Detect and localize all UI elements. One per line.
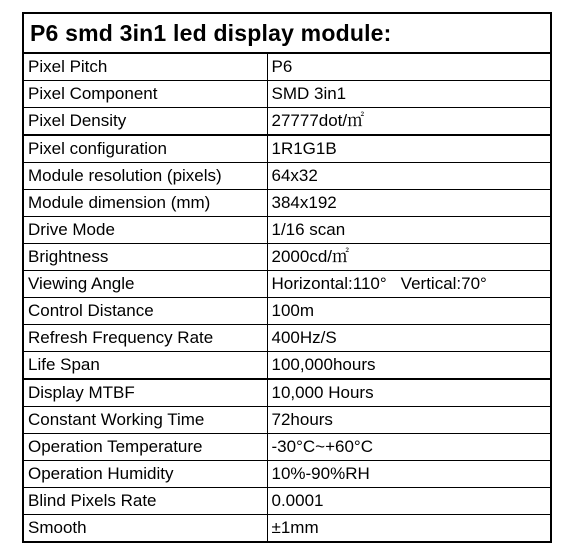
spec-label: Refresh Frequency Rate <box>24 325 267 352</box>
spec-label: Constant Working Time <box>24 407 267 434</box>
spec-label: Viewing Angle <box>24 271 267 298</box>
spec-value: 1/16 scan <box>267 217 550 244</box>
spec-value: 384x192 <box>267 190 550 217</box>
title-row <box>24 14 550 54</box>
table-row <box>24 352 550 380</box>
spec-label: Pixel configuration <box>24 135 267 163</box>
viewing-angle-horizontal: Horizontal:110° <box>271 274 387 293</box>
spec-value: 100,000hours <box>267 352 550 380</box>
spec-value: -30°C~+60°C <box>267 434 550 461</box>
table-row <box>24 108 550 136</box>
spec-label: Operation Humidity <box>24 461 267 488</box>
page-title: P6 smd 3in1 led display module: <box>30 19 392 46</box>
spec-value: 100m <box>267 298 550 325</box>
spec-label: Smooth <box>24 515 267 542</box>
spec-value: 64x32 <box>267 163 550 190</box>
spec-value: 10%-90%RH <box>267 461 550 488</box>
spec-label: Blind Pixels Rate <box>24 488 267 515</box>
table-row <box>24 488 550 515</box>
spec-value: 72hours <box>267 407 550 434</box>
table-row <box>24 379 550 407</box>
viewing-angle-vertical: Vertical:70° <box>400 274 487 293</box>
spec-value: 10,000 Hours <box>267 379 550 407</box>
spec-sheet <box>22 12 552 543</box>
spec-label: Pixel Pitch <box>24 54 267 81</box>
table-row <box>24 407 550 434</box>
spec-label: Module resolution (pixels) <box>24 163 267 190</box>
spec-label: Control Distance <box>24 298 267 325</box>
spec-value: 0.0001 <box>267 488 550 515</box>
spec-label: Brightness <box>24 244 267 271</box>
spec-label: Display MTBF <box>24 379 267 407</box>
table-row <box>24 325 550 352</box>
spec-value: 2000cd/㎡ <box>267 244 550 271</box>
table-row <box>24 135 550 163</box>
table-row <box>24 434 550 461</box>
spec-value: 1R1G1B <box>267 135 550 163</box>
spec-table <box>24 54 550 541</box>
table-row <box>24 163 550 190</box>
table-row <box>24 461 550 488</box>
spec-label: Module dimension (mm) <box>24 190 267 217</box>
spec-value: SMD 3in1 <box>267 81 550 108</box>
spec-label: Life Span <box>24 352 267 380</box>
table-row <box>24 81 550 108</box>
spec-value: P6 <box>267 54 550 81</box>
spec-value: 27777dot/㎡ <box>267 108 550 136</box>
table-row <box>24 244 550 271</box>
table-row <box>24 190 550 217</box>
spec-label: Pixel Density <box>24 108 267 136</box>
table-row <box>24 54 550 81</box>
spec-value <box>267 271 550 298</box>
spec-label: Pixel Component <box>24 81 267 108</box>
table-row <box>24 271 550 298</box>
spec-label: Operation Temperature <box>24 434 267 461</box>
spec-value: ±1mm <box>271 518 319 537</box>
spec-label: Drive Mode <box>24 217 267 244</box>
table-row <box>24 515 550 542</box>
table-row <box>24 298 550 325</box>
spec-value: 400Hz/S <box>267 325 550 352</box>
table-row <box>24 217 550 244</box>
